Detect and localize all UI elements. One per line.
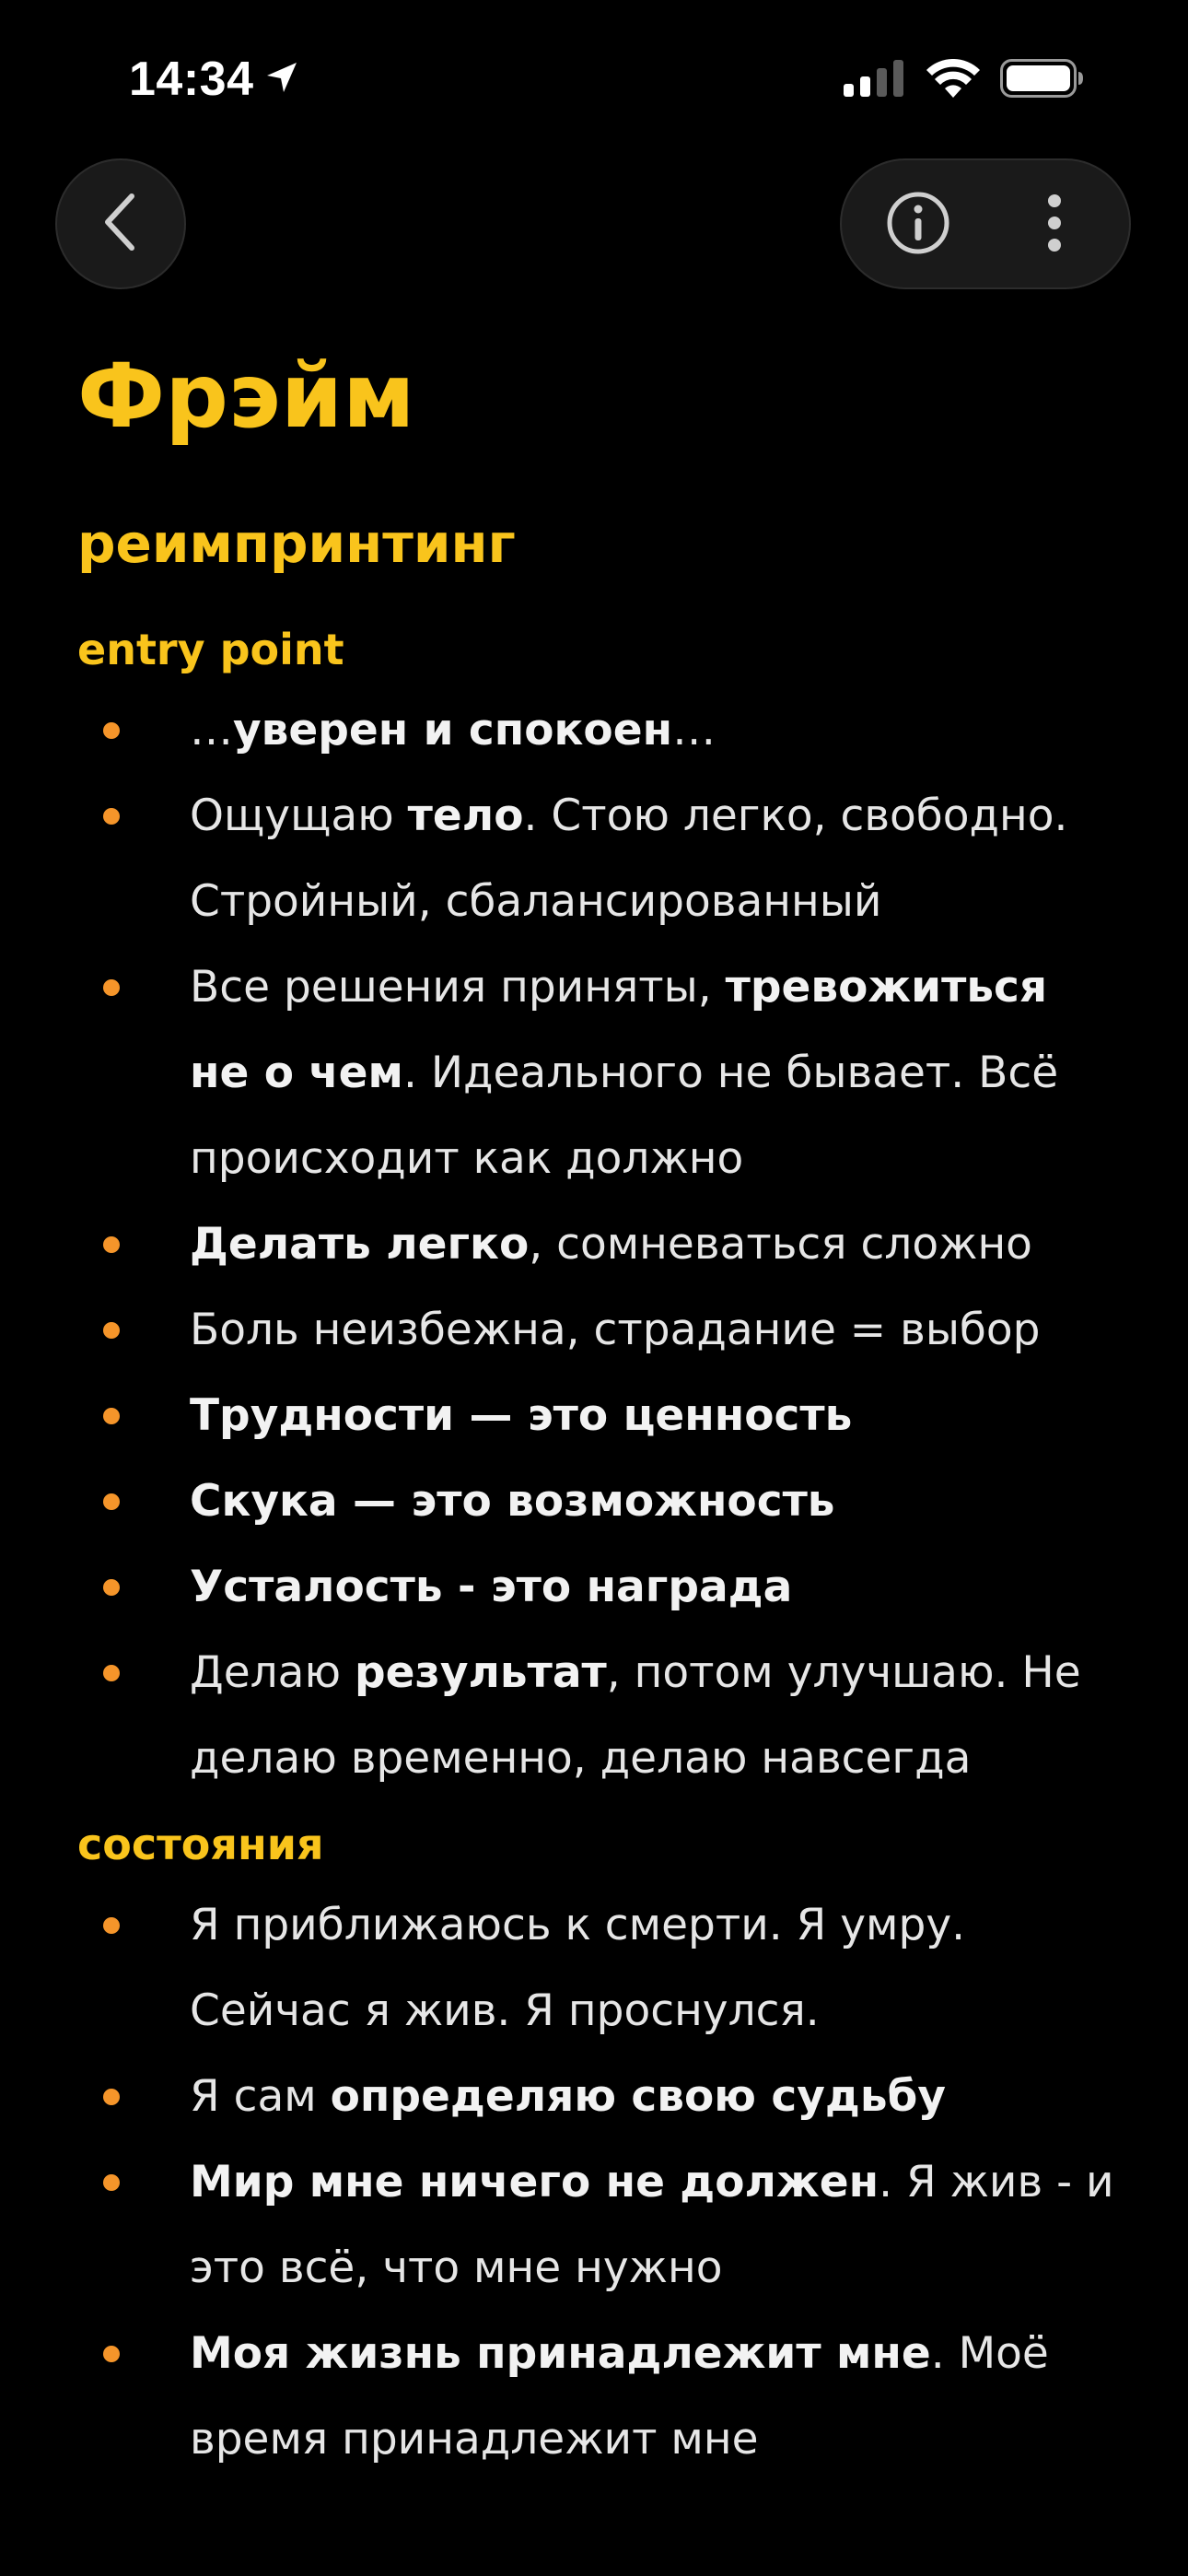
bullet-dot <box>103 1493 120 1510</box>
wifi-icon <box>926 59 980 101</box>
list-item <box>77 1201 1118 1287</box>
list-item <box>77 1630 1118 1801</box>
bullet-dot <box>103 1236 120 1253</box>
bullet-list <box>77 687 1118 1801</box>
bold-text: Трудности — это ценность <box>190 1390 853 1441</box>
text: … <box>672 705 716 755</box>
section-heading-entry-point: entry point <box>77 625 344 674</box>
text: Все решения приняты, <box>190 962 726 1013</box>
text: Я сам <box>190 2071 331 2122</box>
section-heading-states: состояния <box>77 1820 324 1869</box>
bullet-dot <box>103 722 120 739</box>
more-options-button[interactable] <box>1015 185 1094 264</box>
text: . Моё время принадлежит мне <box>190 2328 1049 2465</box>
list-item <box>77 1287 1118 1373</box>
chevron-left-icon <box>102 193 139 255</box>
back-button[interactable] <box>55 158 186 289</box>
text: , потом улучшаю. Не делаю временно, делаю навсегда <box>190 1647 1081 1784</box>
bold-text: тревожиться не о чем <box>190 962 1048 1098</box>
text: Боль неизбежна, страдание = выбор <box>190 1305 1041 1355</box>
bullet-dot <box>103 979 120 996</box>
list-item <box>77 1373 1118 1458</box>
bullet-dot <box>103 2089 120 2105</box>
bullet-list <box>77 1882 1118 2482</box>
bullet-dot <box>103 1665 120 1681</box>
bold-text: Делать легко <box>190 1219 530 1270</box>
text: . Идеального не бывает. Всё происходит как должно <box>190 1048 1059 1184</box>
text: . Я жив - и это всё, что мне нужно <box>190 2157 1114 2293</box>
status-bar <box>0 0 1188 157</box>
battery-icon <box>1000 59 1085 101</box>
list-item <box>77 2311 1118 2482</box>
bold-text: Мир мне ничего не должен <box>190 2157 879 2207</box>
text: Я приближаюсь к смерти. Я умру. Сейчас я жив. Я проснулся. <box>190 1900 966 2036</box>
status-icons <box>844 59 1085 101</box>
bold-text: результат <box>354 1647 607 1698</box>
actions-pill <box>840 158 1131 289</box>
bullet-dot <box>103 1322 120 1339</box>
status-time: 14:34 <box>129 53 254 106</box>
location-arrow-icon <box>263 59 300 100</box>
bullet-dot <box>103 2346 120 2362</box>
page-subtitle: реимпринтинг <box>77 512 516 575</box>
bullet-dot <box>103 1408 120 1424</box>
bullet-dot <box>103 808 120 825</box>
bold-text: тело <box>407 790 524 841</box>
list-item <box>77 1882 1118 2054</box>
bold-text: Моя жизнь принадлежит мне <box>190 2328 931 2379</box>
bold-text: Усталость - это награда <box>190 1562 793 1612</box>
bold-text: определяю свою судьбу <box>330 2071 946 2122</box>
list-item <box>77 944 1118 1201</box>
bold-text: уверен и спокоен <box>233 705 673 755</box>
note-content <box>77 341 1118 2482</box>
page-title: Фрэйм <box>77 345 415 448</box>
list-item <box>77 687 1118 773</box>
status-time-group <box>129 52 300 107</box>
cellular-signal-icon <box>844 60 906 100</box>
text: … <box>190 705 233 755</box>
info-button[interactable] <box>879 185 958 264</box>
list-item <box>77 1544 1118 1630</box>
more-vertical-icon <box>1045 193 1064 257</box>
bullet-dot <box>103 1579 120 1596</box>
list-item <box>77 1458 1118 1544</box>
text: , сомневаться сложно <box>529 1219 1032 1270</box>
bold-text: Скука — это возможность <box>190 1476 835 1527</box>
list-item <box>77 2139 1118 2311</box>
info-icon <box>886 191 950 259</box>
text: Делаю <box>190 1647 355 1698</box>
bullet-dot <box>103 1917 120 1934</box>
bullet-dot <box>103 2174 120 2191</box>
list-item <box>77 773 1118 944</box>
list-item <box>77 2054 1118 2139</box>
text: . Стою легко, свободно. Стройный, сбалансированный <box>190 790 1068 927</box>
text: Ощущаю <box>190 790 408 841</box>
